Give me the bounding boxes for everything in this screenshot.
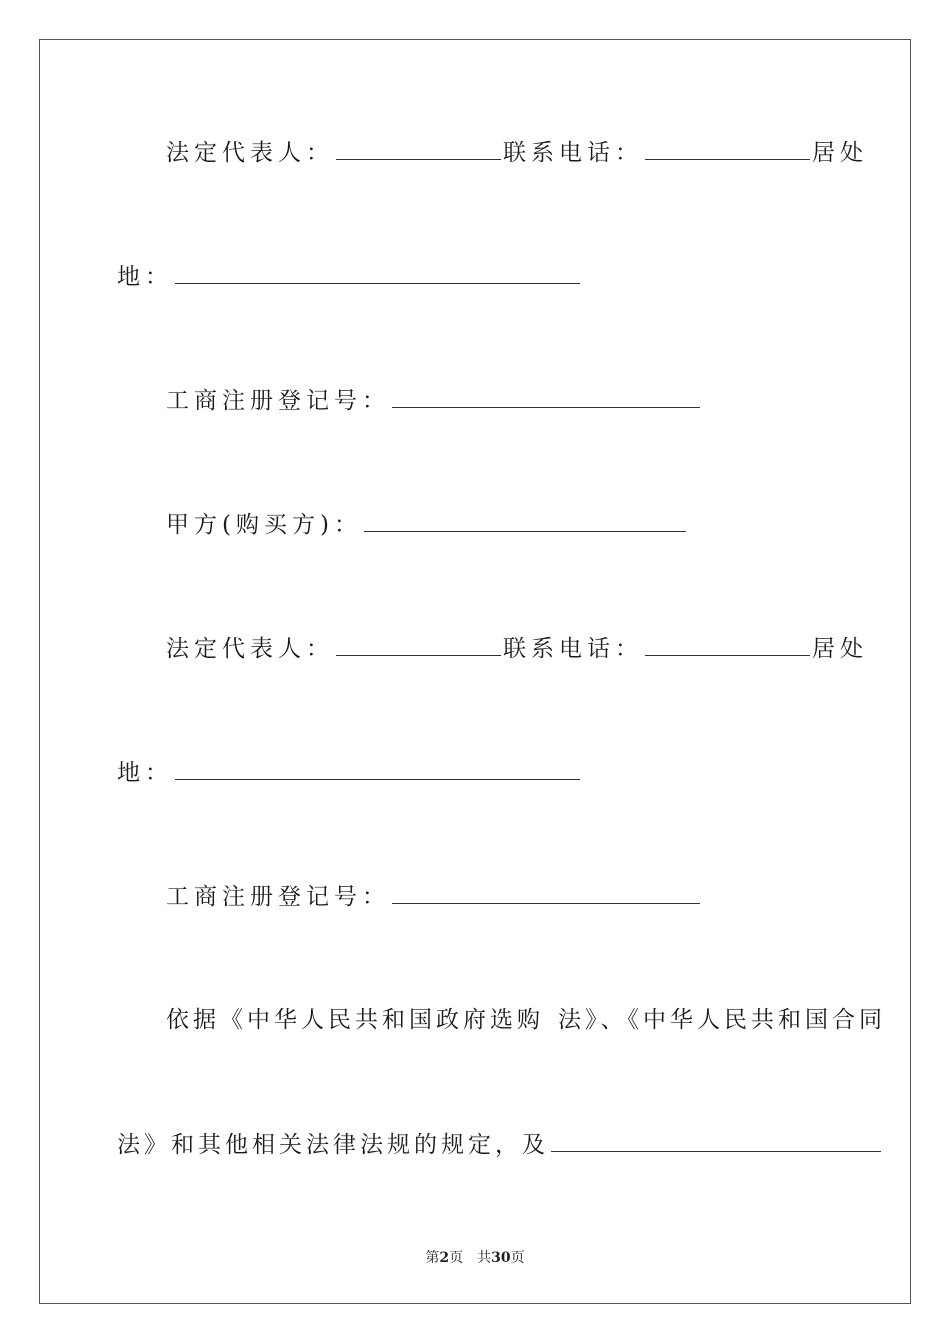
footer-page-suffix: 页 (449, 1250, 464, 1266)
basis-text-2: 法》和其他相关法律法规的规定，及 (117, 1132, 549, 1158)
page-frame (39, 39, 911, 1304)
phone1-label: 联系电话： (503, 140, 643, 166)
residence1-line (117, 261, 837, 291)
rep2-line (117, 633, 886, 663)
reg2-label: 工商注册登记号： (166, 884, 390, 910)
page-footer (0, 1247, 950, 1267)
reg2-blank[interactable] (392, 881, 700, 904)
rep1-line (117, 137, 886, 167)
phone1-blank[interactable] (645, 137, 810, 160)
basis-line-2 (117, 1129, 837, 1159)
reg1-blank[interactable] (392, 385, 700, 408)
residence1-label-a: 居处 (812, 140, 868, 166)
residence2-blank[interactable] (175, 757, 580, 780)
rep2-blank[interactable] (336, 633, 501, 656)
basis-text-1a: 依据《中华人民共和国政府选购 (166, 1007, 544, 1033)
reg1-label: 工商注册登记号： (166, 388, 390, 414)
residence1-label-b: 地： (117, 264, 173, 290)
reg1-line (117, 385, 886, 415)
basis-blank[interactable] (551, 1129, 881, 1152)
reg2-line (117, 881, 886, 911)
footer-total-prefix: 共 (477, 1250, 492, 1266)
footer-page-prefix: 第 (425, 1250, 440, 1266)
footer-page-number: 2 (439, 1250, 450, 1266)
residence1-blank[interactable] (175, 261, 580, 284)
footer-total-suffix: 页 (510, 1250, 525, 1266)
party-a-label: 甲方(购买方)： (166, 512, 362, 538)
phone2-label: 联系电话： (503, 636, 643, 662)
party-a-line (117, 509, 886, 539)
phone2-blank[interactable] (645, 633, 810, 656)
party-a-blank[interactable] (364, 509, 686, 532)
rep2-label: 法定代表人： (166, 636, 334, 662)
residence2-line (117, 757, 837, 787)
basis-text-1b: 法》、《中华人民共和国合同 (558, 1007, 886, 1033)
residence2-label-a: 居处 (812, 636, 868, 662)
basis-line-1 (117, 1005, 886, 1035)
residence2-label-b: 地： (117, 760, 173, 786)
footer-total-number: 30 (491, 1250, 511, 1266)
rep1-label: 法定代表人： (166, 140, 334, 166)
rep1-blank[interactable] (336, 137, 501, 160)
